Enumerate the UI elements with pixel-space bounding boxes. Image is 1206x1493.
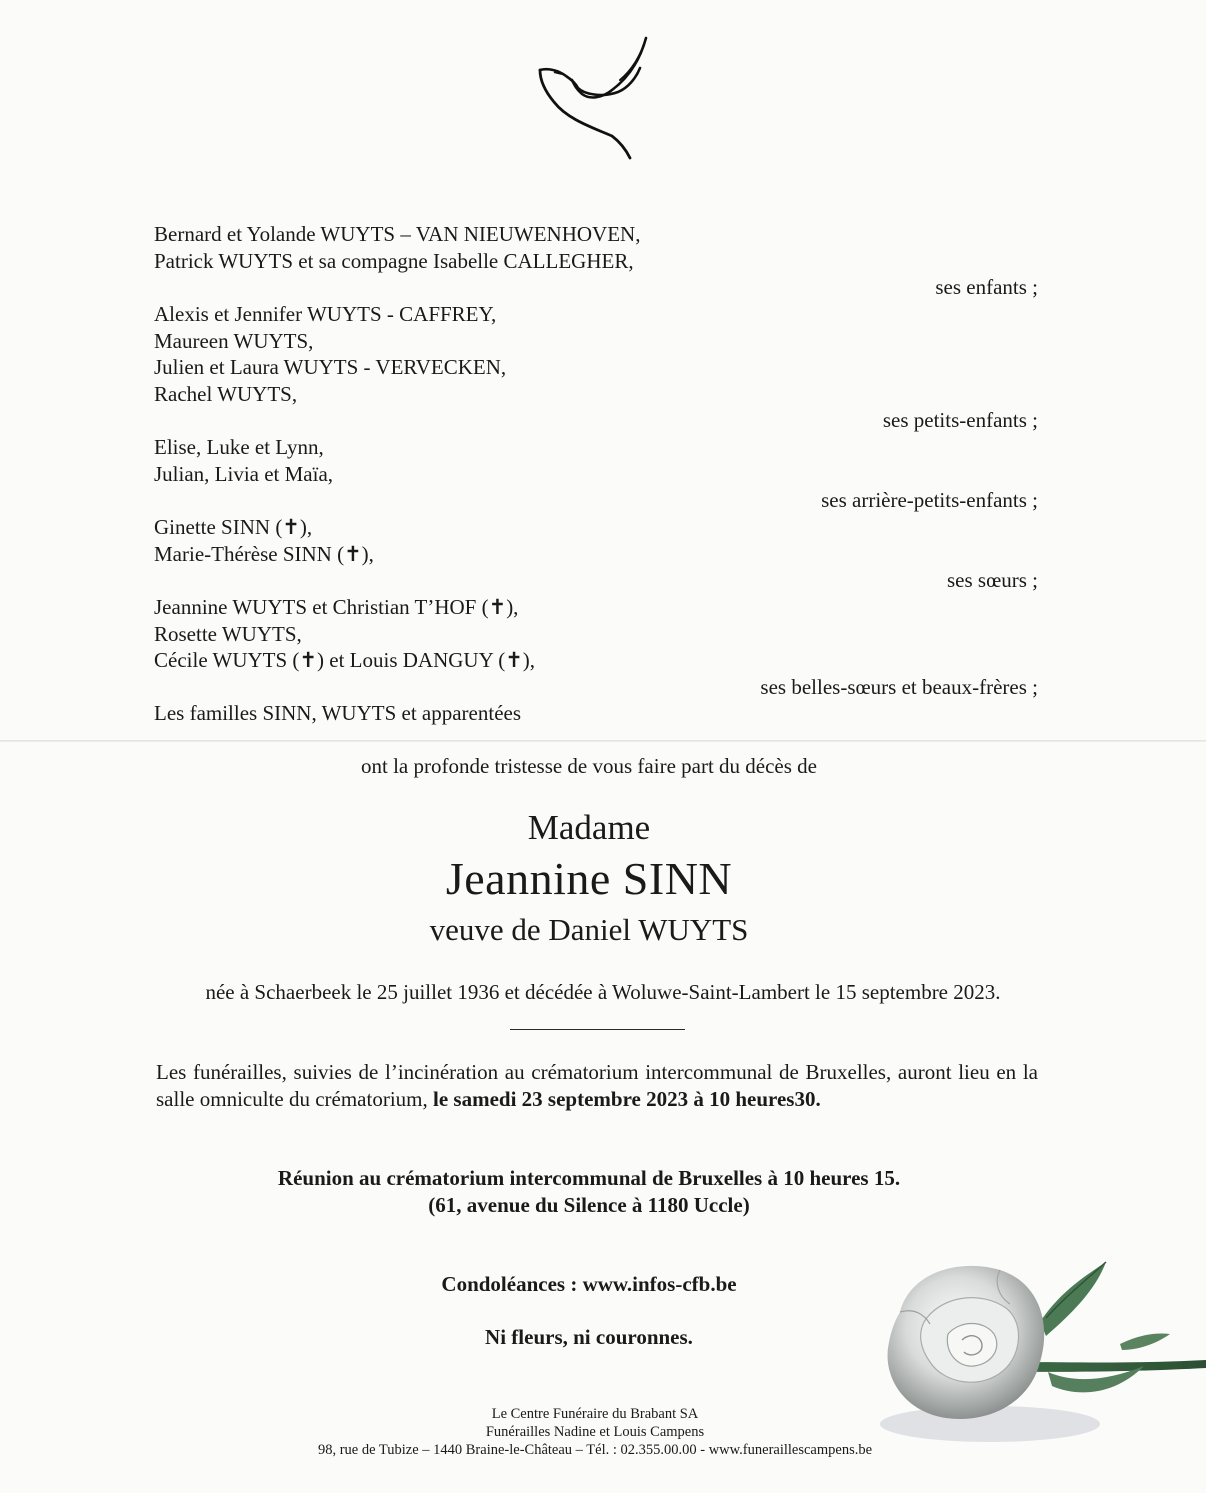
- family-line: Rosette WUYTS,: [154, 621, 302, 646]
- relation-label: ses sœurs ;: [946, 568, 1038, 592]
- fold-line: [0, 740, 1206, 742]
- footer-funerals: Funérailles Nadine et Louis Campens: [485, 1424, 705, 1440]
- footer-address: 98, rue de Tubize – 1440 Braine-le-Château – Tél. : 02.355.00.00 - www.funeraillescampens.be: [317, 1442, 873, 1458]
- families-line: Les familles SINN, WUYTS et apparentées: [154, 701, 522, 725]
- family-line: Bernard et Yolande WUYTS – VAN NIEUWENHOVEN,: [154, 222, 641, 246]
- deceased-name: Jeannine SINN: [445, 853, 733, 904]
- birth-death-line: née à Schaerbeek le 25 juillet 1936 et décédée à Woluwe-Saint-Lambert le 15 septembre 2023.: [205, 980, 1001, 1004]
- reunion-address: (61, avenue du Silence à 1180 Uccle): [428, 1192, 750, 1217]
- family-line: Rachel WUYTS,: [154, 381, 298, 406]
- announcement: ont la profonde tristesse de vous faire part du décès de: [360, 754, 817, 778]
- in-laws-section: [154, 594, 1038, 700]
- condolences-line: Condoléances : www.infos-cfb.be: [441, 1272, 737, 1296]
- footer: [0, 1405, 1198, 1459]
- relation-label: ses petits-enfants ;: [882, 408, 1038, 432]
- grandchildren-section: [154, 301, 1038, 434]
- reunion-line: Réunion au crématorium intercommunal de Bruxelles à 10 heures 15.: [277, 1166, 901, 1190]
- separator-line: [510, 1029, 685, 1030]
- funeral-date: le samedi 23 septembre 2023 à 10 heures30.: [433, 1086, 821, 1111]
- family-line: Jeannine WUYTS et Christian T’HOF (✝),: [154, 595, 519, 619]
- reunion-block: [0, 1165, 1192, 1218]
- sisters-section: [154, 514, 1038, 594]
- deceased-title: Madame: [527, 808, 651, 847]
- footer-company: Le Centre Funéraire du Brabant SA: [491, 1406, 699, 1422]
- no-flowers-line: Ni fleurs, ni couronnes.: [485, 1325, 693, 1349]
- families-section: [154, 700, 1038, 727]
- relation-label: ses belles-sœurs et beaux-frères ;: [760, 674, 1038, 699]
- family-line: Julian, Livia et Maïa,: [154, 461, 334, 486]
- family-line: Cécile WUYTS (✝) et Louis DANGUY (✝),: [154, 648, 536, 672]
- relation-label: ses arrière-petits-enfants ;: [821, 488, 1038, 512]
- family-line: Ginette SINN (✝),: [154, 515, 313, 539]
- family-line: Elise, Luke et Lynn,: [154, 435, 324, 459]
- funeral-paragraph: [156, 1059, 1038, 1112]
- great-grandchildren-section: [154, 434, 1038, 514]
- children-section: [154, 221, 1038, 301]
- deceased-widow: veuve de Daniel WUYTS: [429, 912, 749, 947]
- family-line: Marie-Thérèse SINN (✝),: [154, 541, 374, 566]
- relation-label: ses enfants ;: [935, 275, 1038, 299]
- family-line: Julien et Laura WUYTS - VERVECKEN,: [154, 355, 507, 379]
- family-line: Patrick WUYTS et sa compagne Isabelle CALLEGHER,: [154, 248, 634, 273]
- funeral-text: Les funérailles, suivies de l’incinération au crématorium intercommunal de Bruxelles, auront lieu en la salle omniculte du crématorium,: [156, 1060, 1038, 1111]
- family-line: Alexis et Jennifer WUYTS - CAFFREY,: [154, 302, 497, 326]
- family-line: Maureen WUYTS,: [154, 328, 314, 353]
- dove-icon: [532, 32, 652, 162]
